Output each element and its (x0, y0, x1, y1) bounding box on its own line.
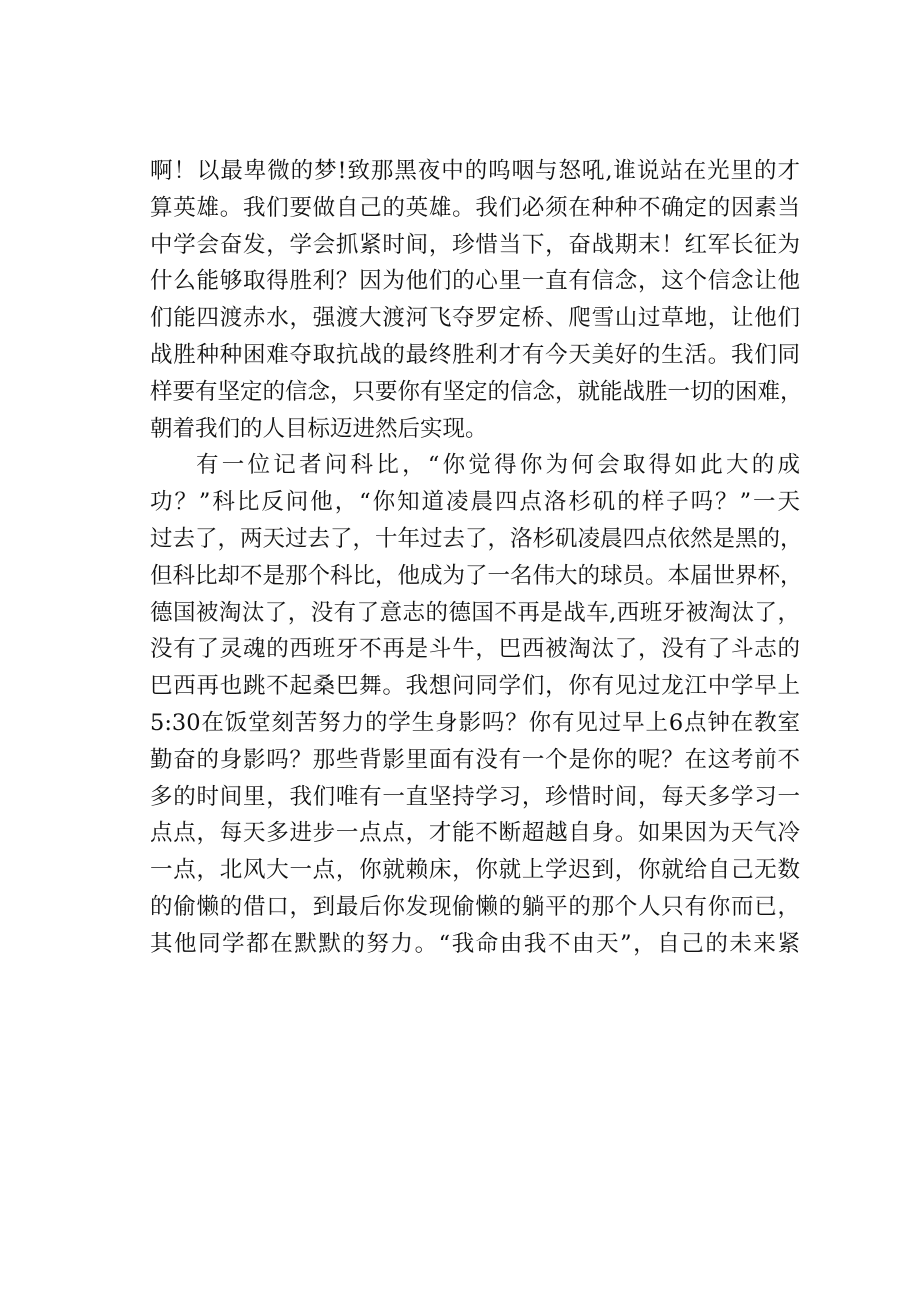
text-line: 5:30在饭堂刻苦努力的学生身影吗？你有见过早上6点钟在教室 (150, 709, 800, 736)
text-line: 战胜种种困难夺取抗战的最终胜利才有今天美好的生活。我们同 (150, 341, 800, 368)
text-line: 什么能够取得胜利？因为他们的心里一直有信念，这个信念让他 (150, 268, 800, 295)
text-line: 没有了灵魂的西班牙不再是斗牛，巴西被淘汰了，没有了斗志的 (150, 636, 800, 663)
text-line: 算英雄。我们要做自己的英雄。我们必须在种种不确定的因素当 (150, 194, 800, 221)
text-line: 们能四渡赤水，强渡大渡河飞夺罗定桥、爬雪山过草地，让他们 (150, 305, 800, 332)
text-line: 中学会奋发，学会抓紧时间，珍惜当下，奋战期末！红军长征为 (150, 231, 800, 258)
text-line: 的偷懒的借口，到最后你发现偷懒的躺平的那个人只有你而已， (150, 893, 800, 920)
text-line: 多的时间里，我们唯有一直坚持学习，珍惜时间，每天多学习一 (150, 783, 800, 810)
paragraph-2 (150, 447, 803, 962)
text-line: 朝着我们的人目标迈进然后实现。 (150, 415, 488, 442)
text-line: 勤奋的身影吗？那些背影里面有没有一个是你的呢？在这考前不 (150, 746, 800, 773)
text-line: 但科比却不是那个科比，他成为了一名伟大的球员。本届世界杯， (150, 562, 803, 589)
body-text (150, 153, 803, 963)
text-line: 一点，北风大一点，你就赖床，你就上学迟到，你就给自己无数 (150, 857, 800, 884)
text-line: 有一位记者问科比，“你觉得你为何会取得如此大的成 (196, 452, 800, 479)
text-line: 啊！以最卑微的梦!致那黑夜中的呜咽与怒吼,谁说站在光里的才 (150, 158, 800, 184)
text-line: 样要有坚定的信念，只要你有坚定的信念，就能战胜一切的困难， (150, 378, 803, 405)
text-line: 巴西再也跳不起桑巴舞。我想问同学们，你有见过龙江中学早上 (150, 673, 800, 700)
paragraph-1 (150, 153, 803, 447)
text-line: 其他同学都在默默的努力。“我命由我不由天”，自己的未来紧 (150, 930, 800, 957)
text-line: 点点，每天多进步一点点，才能不断超越自身。如果因为天气冷 (150, 820, 800, 847)
text-line: 过去了，两天过去了，十年过去了，洛杉矶凌晨四点依然是黑的， (150, 525, 803, 552)
text-line: 德国被淘汰了，没有了意志的德国不再是战车,西班牙被淘汰了， (150, 599, 800, 626)
text-line: 功？”科比反问他，“你知道凌晨四点洛杉矶的样子吗？”一天 (150, 489, 800, 516)
